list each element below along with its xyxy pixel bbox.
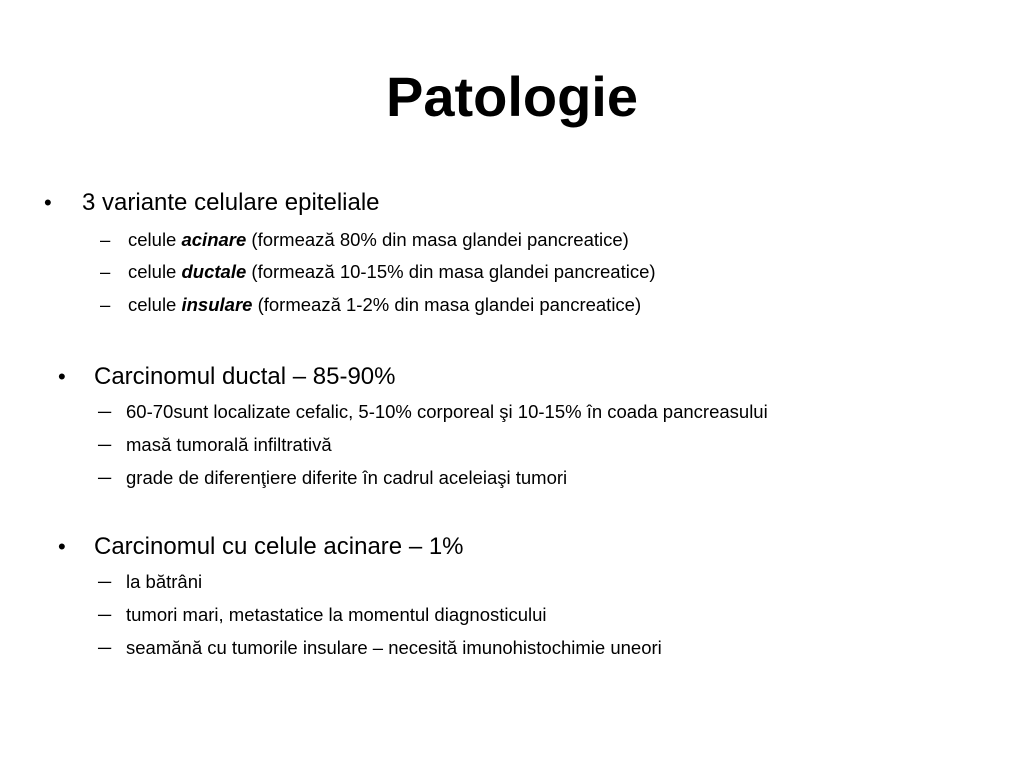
bullet-heading: Carcinomul ductal – 85-90% <box>94 363 396 390</box>
sub-item-text <box>128 293 641 317</box>
dash-marker: – <box>100 261 111 282</box>
dash-marker: ─ <box>98 571 112 592</box>
dash-marker: – <box>100 229 111 250</box>
sub-item-emphasis: acinare <box>181 229 247 250</box>
sub-item-text: grade de diferenţiere diferite în cadrul aceleiaşi tumori <box>126 467 568 488</box>
sub-item-text: tumori mari, metastatice la momentul diagnosticului <box>126 604 547 625</box>
slide-title: Patologie <box>385 65 639 128</box>
sub-item-text <box>128 260 656 284</box>
bullet-marker: • <box>58 364 66 389</box>
sub-item-text: masă tumorală infiltrativă <box>126 434 332 455</box>
sub-item-text: seamănă cu tumorile insulare – necesită imunohistochimie uneori <box>126 637 662 658</box>
sub-item-prefix: celule <box>128 229 182 250</box>
dash-marker: ─ <box>98 637 112 658</box>
dash-marker: – <box>100 294 111 315</box>
dash-marker: ─ <box>98 401 112 422</box>
sub-item-suffix: (formează 1-2% din masa glandei pancreatice) <box>252 294 642 315</box>
sub-item-text: 60-70sunt localizate cefalic, 5-10% corporeal şi 10-15% în coada pancreasului <box>126 401 768 422</box>
bullet-heading: 3 variante celulare epiteliale <box>82 189 380 216</box>
sub-item-suffix: (formează 80% din masa glandei pancreatice) <box>246 229 629 250</box>
sub-item-emphasis: insulare <box>181 294 253 315</box>
sub-item-emphasis: ductale <box>181 261 247 282</box>
bullet-marker: • <box>58 534 66 559</box>
sub-item-prefix: celule <box>128 294 182 315</box>
sub-item-text: la bătrâni <box>126 571 203 592</box>
dash-marker: ─ <box>98 604 112 625</box>
sub-item-suffix: (formează 10-15% din masa glandei pancreatice) <box>246 261 656 282</box>
sub-item-prefix: celule <box>128 261 182 282</box>
sub-item-text <box>128 228 629 252</box>
bullet-marker: • <box>44 190 52 215</box>
dash-marker: ─ <box>98 434 112 455</box>
dash-marker: ─ <box>98 467 112 488</box>
bullet-heading: Carcinomul cu celule acinare – 1% <box>94 533 464 560</box>
